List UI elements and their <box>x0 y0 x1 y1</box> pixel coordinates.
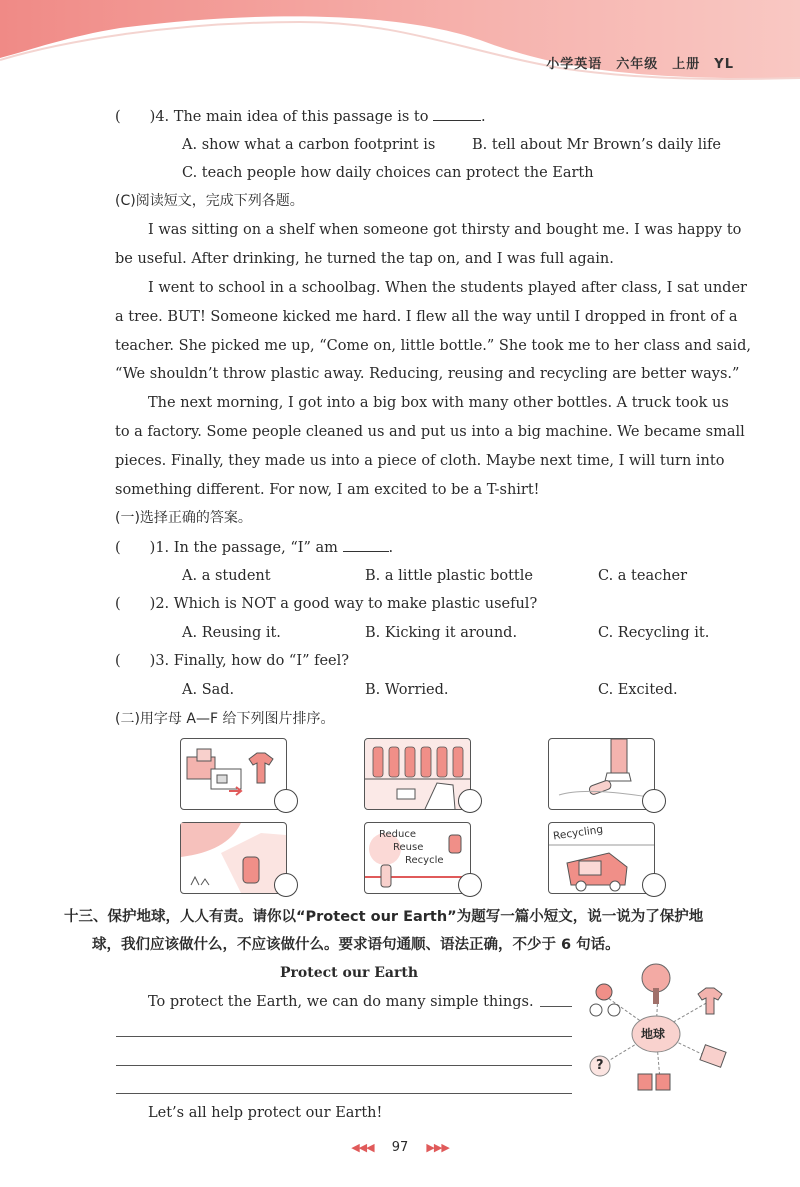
label-reduce: Reduce <box>379 829 416 840</box>
essay-title: Protect our Earth <box>280 965 419 981</box>
option-c: C. Excited. <box>598 682 678 698</box>
answer-circle[interactable] <box>274 873 298 897</box>
page-number: 97 <box>391 1140 409 1155</box>
option-b: B. tell about Mr Brown’s daily life <box>472 137 721 153</box>
option-b: B. Kicking it around. <box>365 625 518 641</box>
answer-paren[interactable]: ( ) <box>115 109 156 125</box>
question-stem: 4. The main idea of this passage is to <box>155 109 429 125</box>
writing-line[interactable] <box>116 1093 572 1094</box>
question-1: ( )1. In the passage, “I” am . <box>115 537 393 558</box>
passage-line: teacher. She picked me up, “Come on, little bottle.” She took me to her class and said, <box>115 338 752 354</box>
label-recycle: Recycle <box>405 855 444 866</box>
passage-line: something different. For now, I am excited to be a T-shirt! <box>115 482 540 498</box>
option-c: C. a teacher <box>598 568 688 584</box>
essay-opening: To protect the Earth, we can do many simple things. <box>148 994 534 1010</box>
option-b: B. Worried. <box>365 682 449 698</box>
option-a: A. Sad. <box>182 682 235 698</box>
answer-circle[interactable] <box>458 873 482 897</box>
right-arrows-icon: ▶▶▶ <box>426 1141 449 1154</box>
header-title: 小学英语 六年级 上册 YL <box>546 57 734 72</box>
passage-line: “We shouldn’t throw plastic away. Reducing, reusing and recycling are better ways.” <box>115 366 740 382</box>
section-c-heading: (C)阅读短文，完成下列各题。 <box>115 193 304 209</box>
writing-line[interactable] <box>540 1006 572 1007</box>
label-reuse: Reuse <box>393 842 424 853</box>
passage-line: be useful. After drinking, he turned the tap on, and I was full again. <box>115 251 614 267</box>
picture-bottles-shelf <box>364 738 471 810</box>
option-c: C. Recycling it. <box>598 625 710 641</box>
section-13-prompt-line2: 球，我们应该做什么，不应该做什么。要求语句通顺、语法正确，不少于 6 句话。 <box>92 937 620 953</box>
question-3: ( )3. Finally, how do “I” feel? <box>115 653 350 669</box>
answer-circle[interactable] <box>274 789 298 813</box>
picture-recycling-truck <box>548 822 655 894</box>
question-4: ( )4. The main idea of this passage is to . <box>115 106 486 127</box>
answer-blank[interactable] <box>343 537 389 552</box>
answer-paren[interactable]: ( ) <box>115 596 156 612</box>
answer-blank[interactable] <box>433 106 481 121</box>
answer-circle[interactable] <box>642 789 666 813</box>
passage-line: I went to school in a schoolbag. When the students played after class, I sat under <box>148 280 747 296</box>
option-a: A. a student <box>182 568 271 584</box>
part1-heading: (一)选择正确的答案。 <box>115 510 252 526</box>
answer-circle[interactable] <box>642 873 666 897</box>
option-a: A. Reusing it. <box>182 625 281 641</box>
section-13-prompt-line1: 十三、保护地球，人人有责。请你以“Protect our Earth”为题写一篇小短文，说一说为了保护地 <box>64 909 704 925</box>
essay-closing: Let’s all help protect our Earth! <box>148 1105 383 1121</box>
earth-mind-map <box>578 962 738 1112</box>
passage-line: The next morning, I got into a big box with many other bottles. A truck took us <box>148 395 729 411</box>
picture-reduce-reuse-recycle <box>364 822 471 894</box>
option-c: C. teach people how daily choices can protect the Earth <box>182 165 594 181</box>
answer-circle[interactable] <box>458 789 482 813</box>
question-2: ( )2. Which is NOT a good way to make plastic useful? <box>115 596 538 612</box>
part2-heading: (二)用字母 A—F 给下列图片排序。 <box>115 711 335 727</box>
answer-paren[interactable]: ( ) <box>115 653 156 669</box>
picture-bottle-under-tree <box>180 822 287 894</box>
passage-line: to a factory. Some people cleaned us and put us into a big machine. We became small <box>115 424 745 440</box>
picture-factory-tshirt <box>180 738 287 810</box>
globe-label: 地球 <box>641 1027 666 1041</box>
page-footer <box>0 1140 800 1155</box>
writing-line[interactable] <box>116 1065 572 1066</box>
left-arrows-icon: ◀◀◀ <box>351 1141 374 1154</box>
writing-line[interactable] <box>116 1036 572 1037</box>
label-recycling: Recycling <box>552 823 604 843</box>
option-b: B. a little plastic bottle <box>365 568 533 584</box>
passage-line: a tree. BUT! Someone kicked me hard. I flew all the way until I dropped in front of a <box>115 309 738 325</box>
passage-line: pieces. Finally, they made us into a piece of cloth. Maybe next time, I will turn into <box>115 453 725 469</box>
picture-kick-bottle <box>548 738 655 810</box>
passage-line: I was sitting on a shelf when someone got thirsty and bought me. I was happy to <box>148 222 742 238</box>
option-a: A. show what a carbon footprint is <box>182 137 436 153</box>
question-mark-label: ? <box>596 1058 604 1073</box>
answer-paren[interactable]: ( ) <box>115 540 156 556</box>
